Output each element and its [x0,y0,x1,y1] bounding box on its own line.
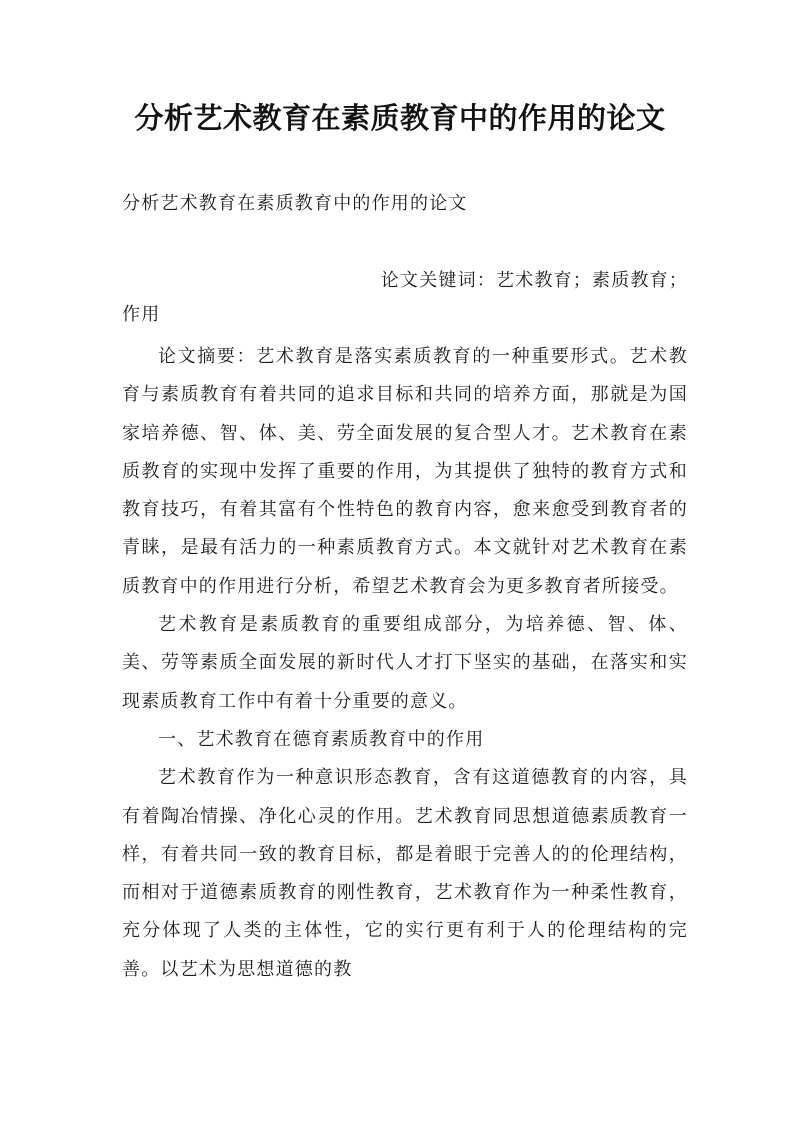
keywords-continuation: 作用 [122,304,161,325]
body-paragraph: 艺术教育是素质教育的重要组成部分，为培养德、智、体、美、劳等素质全面发展的新时代人才打下坚实的基础，在落实和实现素质教育工作中有着十分重要的意义。 [122,614,688,712]
keywords-line: 论文关键词：艺术教育；素质教育； [380,270,688,291]
document-body [122,338,688,989]
keywords-block [122,264,688,332]
document-title: 分析艺术教育在素质教育中的作用的论文 [134,101,666,135]
body-paragraph: 艺术教育作为一种意识形态教育，含有这道德教育的内容，具有着陶冶情操、净化心灵的作用。艺术教育同思想道德素质教育一样，有着共同一致的教育目标，都是着眼于完善人的的伦理结构，而相对于道德素质教育的刚性教育，艺术教育作为一种柔性教育，充分体现了人类的主体性，它的实行更有利于人的伦理结构的完善。以艺术为思想道德的教 [122,767,688,980]
abstract-paragraph: 论文摘要：艺术教育是落实素质教育的一种重要形式。艺术教育与素质教育有着共同的追求目标和共同的培养方面，那就是为国家培养德、智、体、美、劳全面发展的复合型人才。艺术教育在素质教育的实现中发挥了重要的作用，为其提供了独特的教育方式和教育技巧，有着其富有个性特色的教育内容，愈来愈受到教育者的青睐，是最有活力的一种素质教育方式。本文就针对艺术教育在素质教育中的作用进行分析，希望艺术教育会为更多教育者所接受。 [122,346,688,597]
document-subtitle: 分析艺术教育在素质教育中的作用的论文 [122,193,468,214]
section-heading: 一、艺术教育在德育素质教育中的作用 [158,728,485,750]
